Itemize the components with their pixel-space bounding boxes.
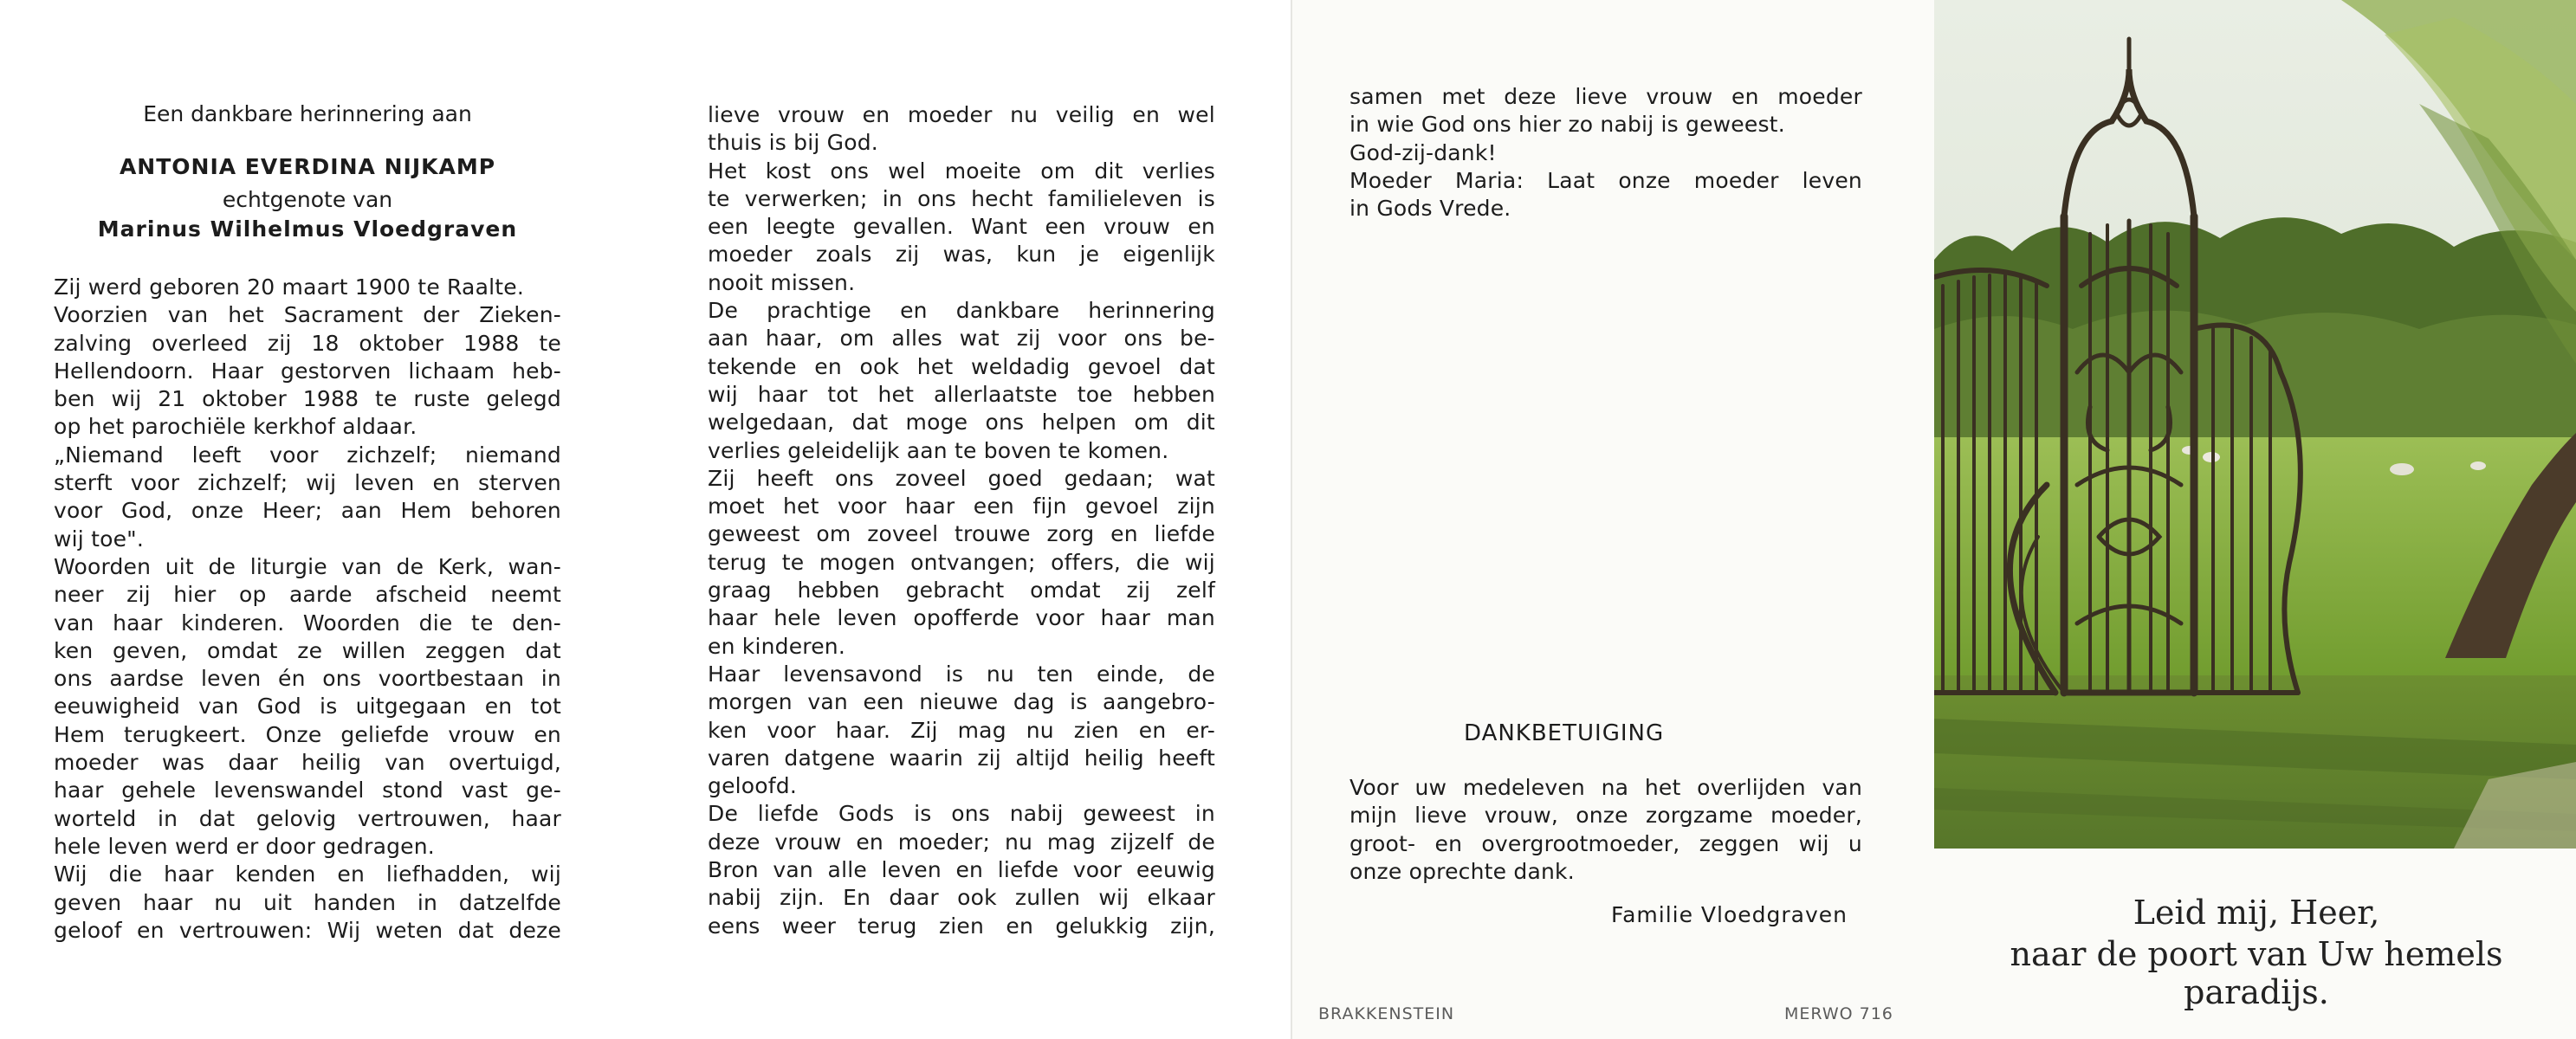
text-line: te verwerken; in ons hecht familieleven is xyxy=(708,185,1215,211)
text-line: Bron van alle leven en liefde voor eeuwig xyxy=(708,857,1215,883)
verse-line-1: Leid mij, Heer, xyxy=(2133,894,2380,932)
text-line: wij toe". xyxy=(54,526,145,552)
text-line: nooit missen. xyxy=(708,269,856,295)
text-line: terug te mogen ontvangen; offers, die wij xyxy=(708,549,1215,575)
text-column-3 xyxy=(1349,83,1862,223)
thanks-title: DANKBETUIGING xyxy=(1464,720,1665,746)
text-line: Voor uw medeleven na het overlijden van xyxy=(1349,775,1862,800)
text-line: groot- en overgrootmoeder, zeggen wij u xyxy=(1349,830,1862,856)
text-column-2 xyxy=(708,101,1215,940)
text-line: neer zij hier op aarde afscheid neemt xyxy=(54,582,561,608)
text-line: welgedaan, dat moge ons helpen om dit xyxy=(708,410,1215,436)
text-line: Woorden uit de liturgie van de Kerk, wan- xyxy=(54,553,561,579)
husband-name: Marinus Wilhelmus Vloedgraven xyxy=(97,216,518,242)
text-line: hele leven werd er door gedragen. xyxy=(54,833,435,859)
text-line: Zij werd geboren 20 maart 1900 te Raalte. xyxy=(54,274,524,300)
text-line: ken voor haar. Zij mag nu zien en er- xyxy=(708,717,1215,743)
text-line: Hellendoorn. Haar gestorven lichaam heb- xyxy=(54,358,561,384)
text-line: haar hele leven opofferde voor haar man xyxy=(708,605,1215,631)
text-line: wij haar tot het allerlaatste toe hebben xyxy=(708,381,1215,407)
text-line: „Niemand leeft voor zichzelf; niemand xyxy=(54,442,561,468)
text-line: lieve vrouw en moeder nu veilig en wel xyxy=(708,102,1215,127)
text-line: haar gehele levenswandel stond vast ge- xyxy=(54,778,561,803)
deceased-name: ANTONIA EVERDINA NIJKAMP xyxy=(119,154,496,179)
text-line: Haar levensavond is nu ten einde, de xyxy=(708,661,1215,687)
text-line: en kinderen. xyxy=(708,633,845,659)
text-line: eeuwigheid van God is uitgegaan en tot xyxy=(54,694,561,720)
text-line: verlies geleidelijk aan te boven te komen. xyxy=(708,437,1169,463)
text-line: geven haar nu uit handen in datzelfde xyxy=(54,889,561,915)
text-line: God-zij-dank! xyxy=(1349,139,1497,165)
text-line: varen datgene waarin zij altijd heilig heeft xyxy=(708,745,1215,771)
text-line: voor God, onze Heer; aan Hem behoren xyxy=(54,498,561,524)
text-line: deze vrouw en moeder; nu mag zijzelf de xyxy=(708,829,1215,855)
text-line: aan haar, om alles wat zij voor ons be- xyxy=(708,326,1215,352)
gate-photo xyxy=(1934,0,2576,849)
text-line: moeder was daar heilig van overtuigd, xyxy=(54,750,561,776)
spouse-intro: echtgenote van xyxy=(222,187,393,212)
text-line: op het parochiële kerkhof aldaar. xyxy=(54,414,417,440)
text-line: Voorzien van het Sacrament der Zieken- xyxy=(54,302,561,328)
text-line: Wij die haar kenden en liefhadden, wij xyxy=(54,862,561,887)
text-line: moeder zoals zij was, kun je eigenlijk xyxy=(708,242,1215,268)
text-line: tekende en ook het weldadig gevoel dat xyxy=(708,353,1215,379)
text-line: Het kost ons wel moeite om dit verlies xyxy=(708,158,1215,184)
text-line: Hem terugkeert. Onze geliefde vrouw en xyxy=(54,721,561,747)
imprint-code: MERWO 716 xyxy=(1784,1004,1893,1023)
text-line: moet het voor haar een fijn gevoel zijn xyxy=(708,494,1215,520)
text-line: van haar kinderen. Woorden die te den- xyxy=(54,610,561,636)
text-line: eens weer terug zien en gelukkig zijn, xyxy=(708,913,1215,939)
text-line: in wie God ons hier zo nabij is geweest. xyxy=(1349,112,1785,138)
thanks-text xyxy=(1349,774,1862,886)
memorial-greeting: Een dankbare herinnering aan xyxy=(143,101,472,126)
text-line: worteld in dat gelovig vertrouwen, haar xyxy=(54,805,561,831)
text-line: nabij zijn. En daar ook zullen wij elkaar xyxy=(708,885,1215,911)
text-line: zalving overleed zij 18 oktober 1988 te xyxy=(54,330,561,356)
text-line: thuis is bij God. xyxy=(708,130,878,156)
text-line: Moeder Maria: Laat onze moeder leven xyxy=(1349,167,1862,193)
text-line: graag hebben gebracht omdat zij zelf xyxy=(708,578,1215,603)
family-signature: Familie Vloedgraven xyxy=(1611,902,1848,927)
verse-line-2: naar de poort van Uw hemels paradijs. xyxy=(2010,935,2503,1011)
text-line: geloofd. xyxy=(708,773,798,799)
text-line: ken geven, omdat ze willen zeggen dat xyxy=(54,637,561,663)
text-line: morgen van een nieuwe dag is aangebro- xyxy=(708,689,1215,715)
imprint-publisher: BRAKKENSTEIN xyxy=(1318,1004,1455,1023)
text-line: mijn lieve vrouw, onze zorgzame moeder, xyxy=(1349,803,1862,829)
text-line: sterft voor zichzelf; wij leven en sterven xyxy=(54,470,561,496)
text-line: samen met deze lieve vrouw en moeder xyxy=(1349,84,1862,109)
text-line: De prachtige en dankbare herinnering xyxy=(708,298,1215,324)
text-line: De liefde Gods is ons nabij geweest in xyxy=(708,801,1215,827)
text-line: geweest om zoveel trouwe zorg en liefde xyxy=(708,521,1215,547)
text-line: ben wij 21 oktober 1988 te ruste gelegd xyxy=(54,386,561,412)
text-column-1 xyxy=(54,274,561,945)
text-line: een leegte gevallen. Want een vrouw en xyxy=(708,214,1215,240)
text-line: in Gods Vrede. xyxy=(1349,196,1511,222)
text-line: ons aardse leven én ons voortbestaan in xyxy=(54,666,561,692)
text-line: geloof en vertrouwen: Wij weten dat deze xyxy=(54,917,561,943)
text-line: Zij heeft ons zoveel goed gedaan; wat xyxy=(708,465,1215,491)
text-line: onze oprechte dank. xyxy=(1349,858,1575,884)
